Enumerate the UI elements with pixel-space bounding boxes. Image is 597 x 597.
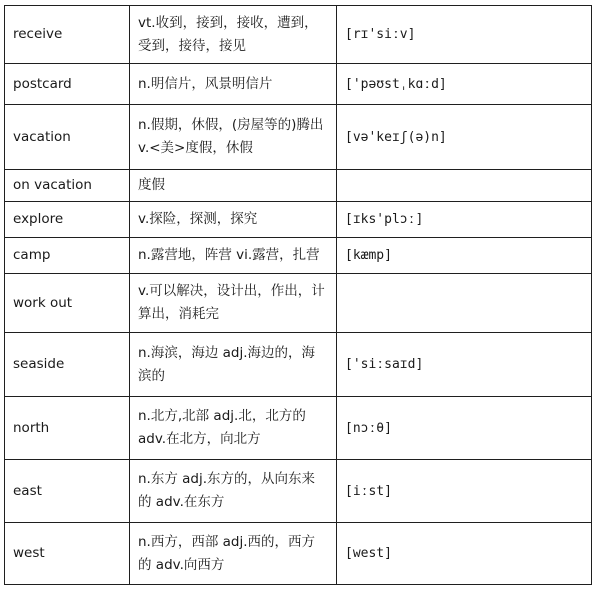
pronunciation-cell — [337, 274, 592, 333]
word-cell: vacation — [5, 105, 130, 170]
table-row — [5, 170, 592, 202]
table-row — [5, 238, 592, 274]
definition-cell: v.探险，探测，探究 — [130, 202, 337, 238]
pronunciation-cell: ['siːsaɪd] — [337, 333, 592, 397]
definition-cell: vt.收到，接到，接收，遭到，受到，接待，接见 — [130, 6, 337, 64]
pronunciation-cell — [337, 170, 592, 202]
table-row — [5, 105, 592, 170]
word-cell: work out — [5, 274, 130, 333]
definition-cell: n.西方，西部 adj.西的，西方的 adv.向西方 — [130, 523, 337, 585]
word-cell: on vacation — [5, 170, 130, 202]
pronunciation-cell: [rɪ'siːv] — [337, 6, 592, 64]
table-row — [5, 523, 592, 585]
definition-cell: n.海滨，海边 adj.海边的，海滨的 — [130, 333, 337, 397]
definition-cell: v.可以解决，设计出，作出，计算出，消耗完 — [130, 274, 337, 333]
table-row — [5, 460, 592, 523]
word-cell: east — [5, 460, 130, 523]
pronunciation-cell: [kæmp] — [337, 238, 592, 274]
definition-cell: n.假期，休假，(房屋等的)腾出 v.<美>度假，休假 — [130, 105, 337, 170]
word-cell: explore — [5, 202, 130, 238]
definition-cell: n.北方,北部 adj.北，北方的 adv.在北方，向北方 — [130, 397, 337, 460]
word-cell: north — [5, 397, 130, 460]
pronunciation-cell: [və'keɪʃ(ə)n] — [337, 105, 592, 170]
word-cell: receive — [5, 6, 130, 64]
table-row — [5, 274, 592, 333]
pronunciation-cell: ['pəʊstˌkɑːd] — [337, 64, 592, 105]
pronunciation-cell: [west] — [337, 523, 592, 585]
word-cell: camp — [5, 238, 130, 274]
pronunciation-cell: [nɔːθ] — [337, 397, 592, 460]
table-row — [5, 202, 592, 238]
table-row — [5, 397, 592, 460]
table-row — [5, 333, 592, 397]
definition-cell: n.露营地，阵营 vi.露营，扎营 — [130, 238, 337, 274]
table-row — [5, 6, 592, 64]
definition-cell: n.东方 adj.东方的，从向东来的 adv.在东方 — [130, 460, 337, 523]
word-cell: postcard — [5, 64, 130, 105]
definition-cell: n.明信片，风景明信片 — [130, 64, 337, 105]
word-cell: west — [5, 523, 130, 585]
pronunciation-cell: [ɪks'plɔː] — [337, 202, 592, 238]
definition-cell: 度假 — [130, 170, 337, 202]
word-cell: seaside — [5, 333, 130, 397]
vocabulary-table — [4, 5, 592, 585]
table-row — [5, 64, 592, 105]
pronunciation-cell: [iːst] — [337, 460, 592, 523]
